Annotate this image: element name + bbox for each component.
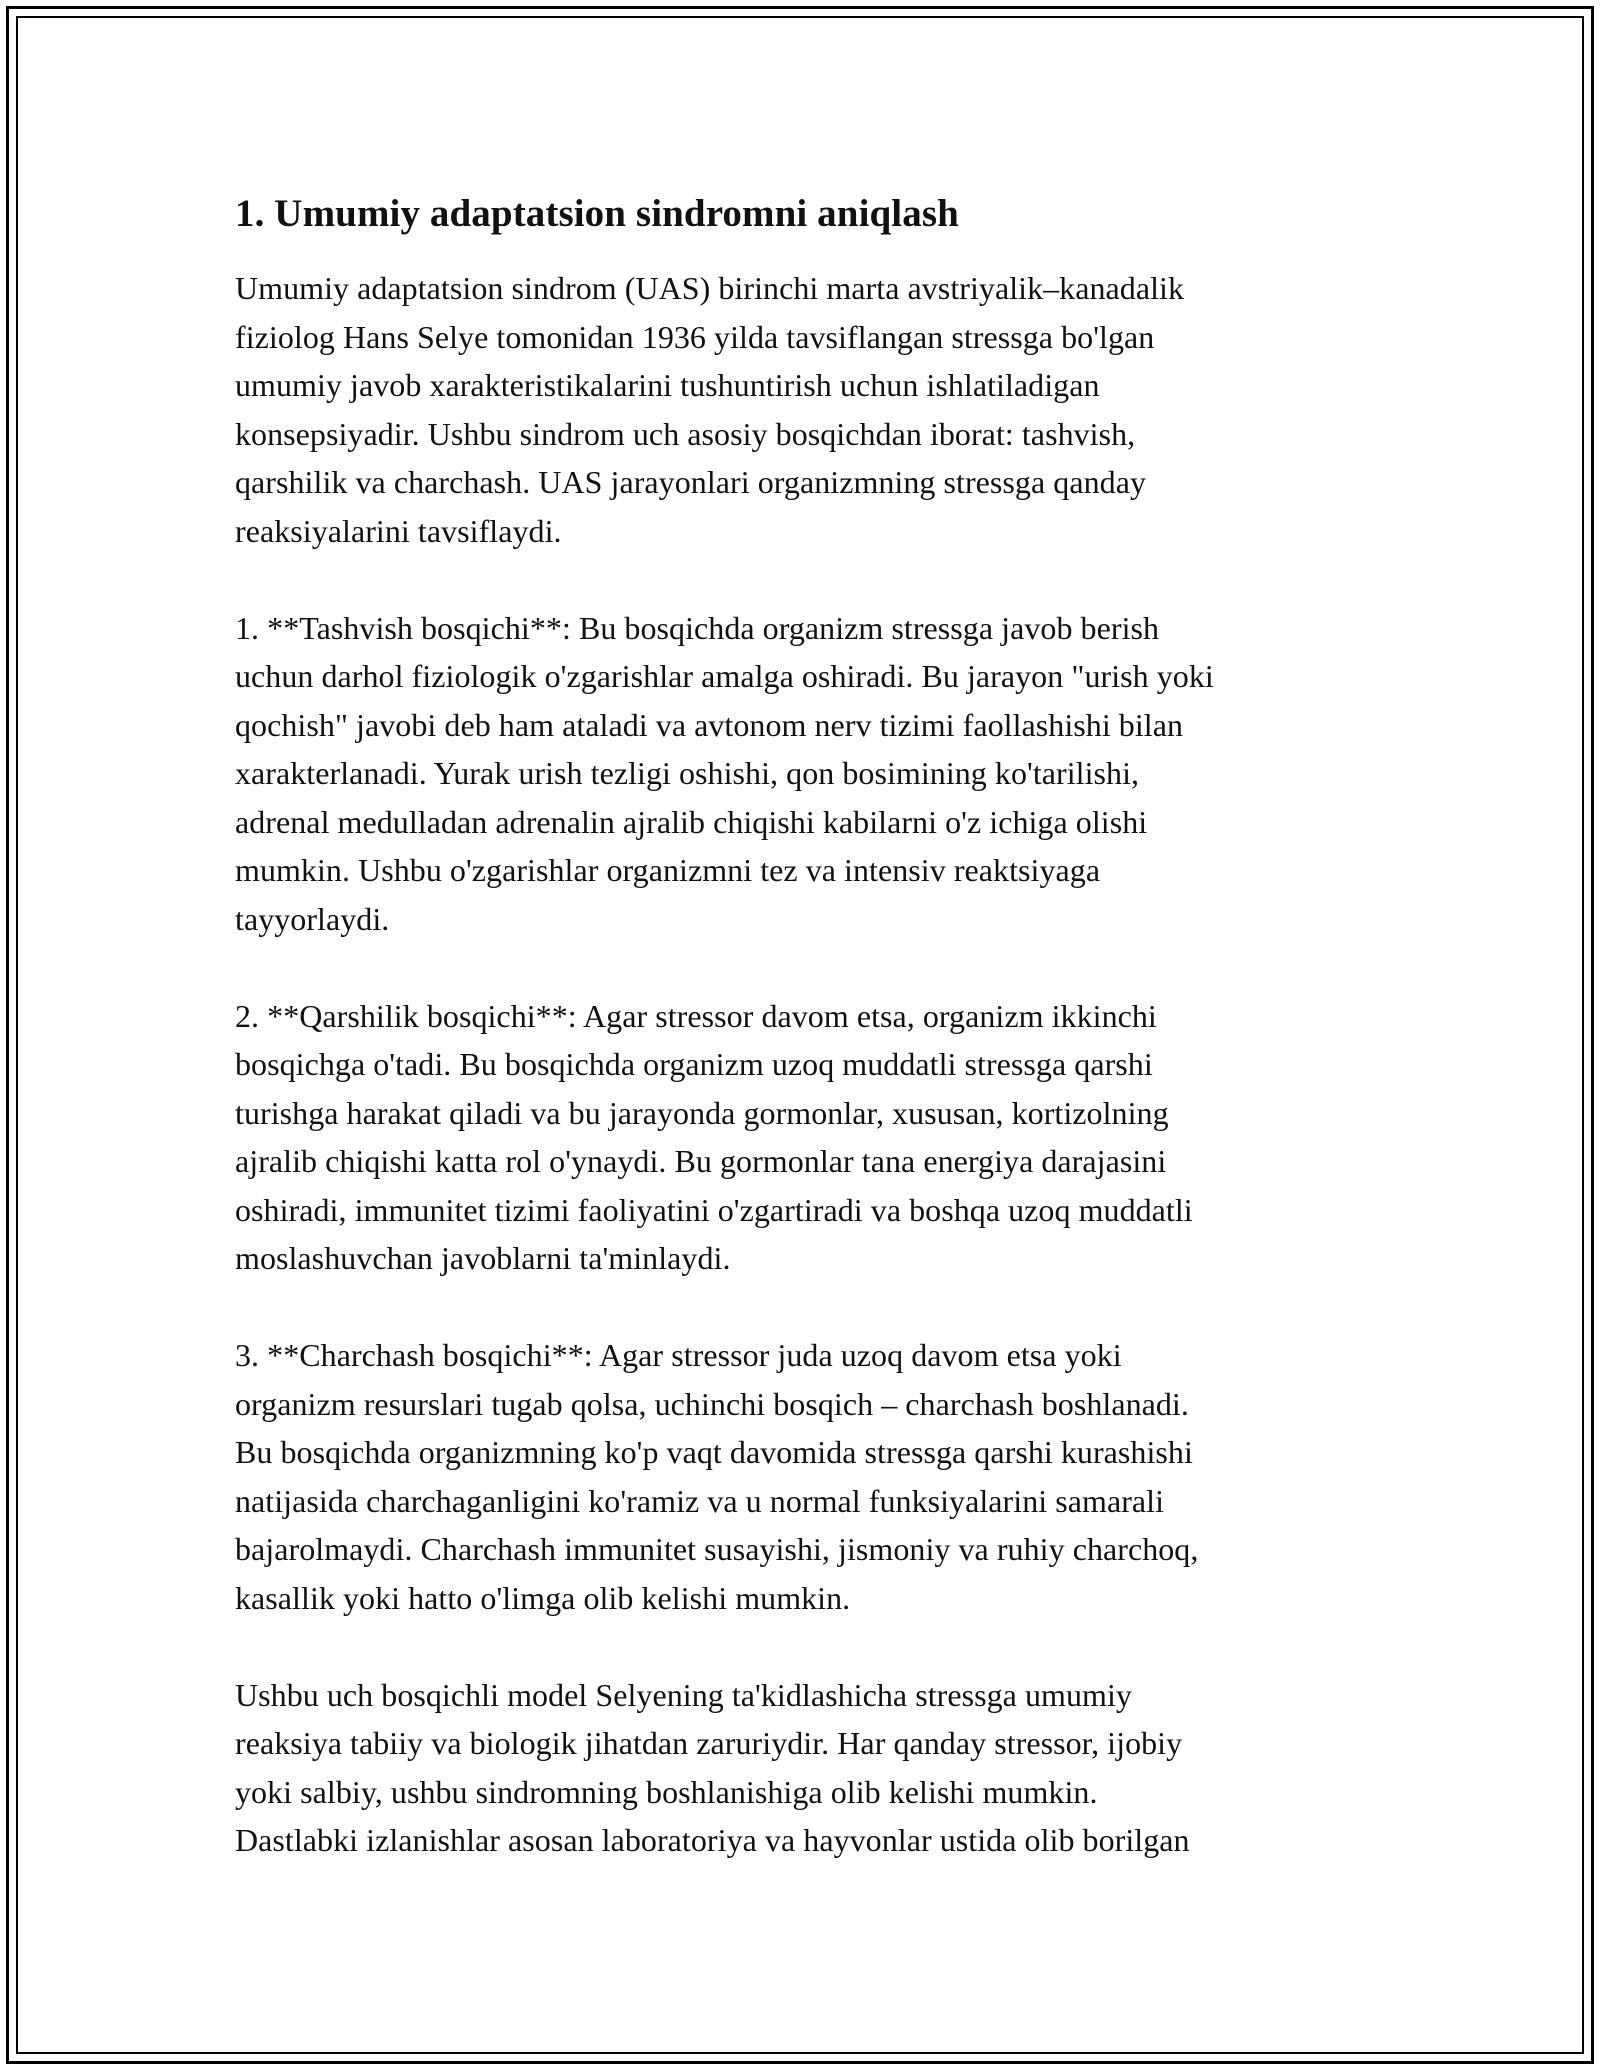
document-body — [235, 190, 1365, 1865]
text-line: Bu bosqichda organizmning ko'p vaqt davomida stressga qarshi kurashishi — [235, 1434, 1193, 1470]
text-line: umumiy javob xarakteristikalarini tushuntirish uchun ishlatiladigan — [235, 367, 1100, 403]
text-line: reaksiyalarini tavsiflaydi. — [235, 512, 562, 549]
text-line: uchun darhol fiziologik o'zgarishlar amalga oshiradi. Bu jarayon "urish yoki — [235, 658, 1214, 694]
text-line: bosqichga o'tadi. Bu bosqichda organizm uzoq muddatli stressga qarshi — [235, 1046, 1153, 1082]
text-line: yoki salbiy, ushbu sindromning boshlanishiga olib kelishi mumkin. — [235, 1773, 1098, 1810]
text-line: konsepsiyadir. Ushbu sindrom uch asosiy bosqichdan iborat: tashvish, — [235, 415, 1136, 452]
text-line: reaksiya tabiiy va biologik jihatdan zaruriydir. Har qanday stressor, ijobiy — [235, 1725, 1183, 1761]
intro-paragraph — [235, 264, 1365, 555]
text-line: kasallik yoki hatto o'limga olib kelishi mumkin. — [235, 1579, 851, 1616]
text-line: fiziolog Hans Selye tomonidan 1936 yilda tavsiflangan stressga bo'lgan — [235, 318, 1155, 355]
stage-resistance-paragraph — [235, 992, 1365, 1283]
text-line: Dastlabki izlanishlar asosan laboratoriya va hayvonlar ustida olib borilgan — [235, 1822, 1190, 1858]
text-line: mumkin. Ushbu o'zgarishlar organizmni tez va intensiv reaktsiyaga — [235, 852, 1101, 888]
text-line: turishga harakat qiladi va bu jarayonda gormonlar, xususan, kortizolning — [235, 1094, 1169, 1131]
text-line: bajarolmaydi. Charchash immunitet susayishi, jismoniy va ruhiy charchoq, — [235, 1531, 1199, 1567]
stage-exhaustion-paragraph — [235, 1331, 1365, 1622]
text-line: ajralib chiqishi katta rol o'ynaydi. Bu gormonlar tana energiya darajasini — [235, 1143, 1167, 1179]
text-line: moslashuvchan javoblarni ta'minlaydi. — [235, 1240, 731, 1276]
text-line: natijasida charchaganligini ko'ramiz va u normal funksiyalarini samarali — [235, 1482, 1165, 1519]
text-line: 2. **Qarshilik bosqichi**: Agar stressor davom etsa, organizm ikkinchi — [235, 997, 1157, 1034]
text-line: tayyorlaydi. — [235, 900, 390, 937]
conclusion-paragraph — [235, 1671, 1365, 1865]
text-line: adrenal medulladan adrenalin ajralib chiqishi kabilarni o'z ichiga olishi — [235, 803, 1148, 840]
text-line: organizm resurslari tugab qolsa, uchinchi bosqich – charchash boshlanadi. — [235, 1385, 1189, 1422]
stage-alarm-paragraph — [235, 604, 1365, 944]
section-heading: 1. Umumiy adaptatsion sindromni aniqlash — [235, 192, 959, 235]
text-line: oshiradi, immunitet tizimi faoliyatini o'zgartiradi va boshqa uzoq muddatli — [235, 1191, 1193, 1228]
text-line: 1. **Tashvish bosqichi**: Bu bosqichda organizm stressga javob berish — [235, 609, 1160, 646]
text-line: Ushbu uch bosqichli model Selyening ta'kidlashicha stressga umumiy — [235, 1676, 1132, 1713]
text-line: qochish" javobi deb ham ataladi va avtonom nerv tizimi faollashishi bilan — [235, 706, 1184, 743]
text-line: Umumiy adaptatsion sindrom (UAS) birinchi marta avstriyalik–kanadalik — [235, 270, 1185, 306]
text-line: xarakterlanadi. Yurak urish tezligi oshishi, qon bosimining ko'tarilishi, — [235, 755, 1140, 791]
text-line: 3. **Charchash bosqichi**: Agar stressor juda uzoq davom etsa yoki — [235, 1337, 1122, 1373]
text-line: qarshilik va charchash. UAS jarayonlari organizmning stressga qanday — [235, 464, 1146, 500]
